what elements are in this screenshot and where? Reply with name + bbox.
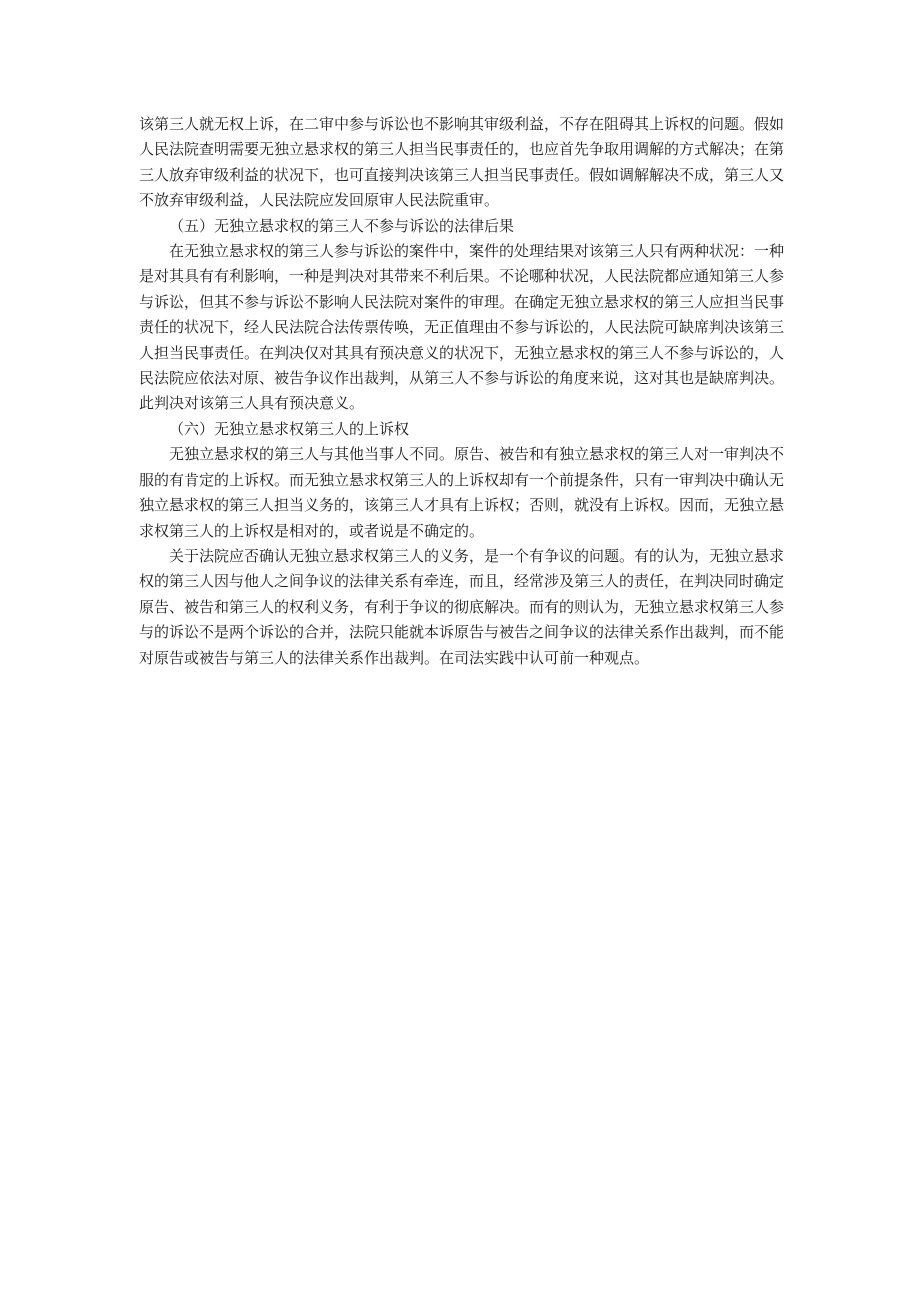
- document-body: [139, 112, 784, 671]
- paragraph-section-6-b: 关于法院应否确认无独立悬求权第三人的义务，是一个有争议的问题。有的认为，无独立悬求权的第三人因与他人之间争议的法律关系有牵连，而且，经常涉及第三人的责任，在判决同时确定原告、被告和第三人的权利义务，有利于争议的彻底解决。而有的则认为，无独立悬求权第三人参与的诉讼不是两个诉讼的合并，法院只能就本诉原告与被告之间争议的法律关系作出裁判，而不能对原告或被告与第三人的法律关系作出裁判。在司法实践中认可前一种观点。: [139, 546, 785, 667]
- paragraph-section-5: 在无独立悬求权的第三人参与诉讼的案件中，案件的处理结果对该第三人只有两种状况：一种是对其具有有利影响，一种是判决对其带来不利后果。不论哪种状况，人民法院都应通知第三人参与诉讼，但其不参与诉讼不影响人民法院对案件的审理。在确定无独立悬求权的第三人应担当民事责任的状况下，经人民法院合法传票传唤，无正值理由不参与诉讼的，人民法院可缺席判决该第三人担当民事责任。在判决仅对其具有预决意义的状况下，无独立悬求权的第三人不参与诉讼的，人民法院应依法对原、被告争议作出裁判，从第三人不参与诉讼的角度来说，这对其也是缺席判决。此判决对该第三人具有预决意义。: [139, 242, 785, 413]
- paragraph-section-6-a: 无独立悬求权的第三人与其他当事人不同。原告、被告和有独立悬求权的第三人对一审判决不服的有肯定的上诉权。而无独立悬求权第三人的上诉权却有一个前提条件，只有一审判决中确认无独立悬求权的第三人担当义务的，该第三人才具有上诉权；否则，就没有上诉权。因而，无独立悬求权第三人的上诉权是相对的，或者说是不确定的。: [139, 445, 785, 540]
- section-heading-6: （六）无独立悬求权第三人的上诉权: [169, 419, 410, 438]
- paragraph-continuation: 该第三人就无权上诉，在二审中参与诉讼也不影响其审级利益，不存在阻碍其上诉权的问题。假如人民法院查明需要无独立悬求权的第三人担当民事责任的，也应首先争取用调解的方式解决；在第三人放弃审级利益的状况下，也可直接判决该第三人担当民事责任。假如调解解决不成，第三人又不放弃审级利益，人民法院应发回原审人民法院重审。: [139, 115, 785, 210]
- section-heading-5: （五）无独立悬求权的第三人不参与诉讼的法律后果: [169, 216, 515, 235]
